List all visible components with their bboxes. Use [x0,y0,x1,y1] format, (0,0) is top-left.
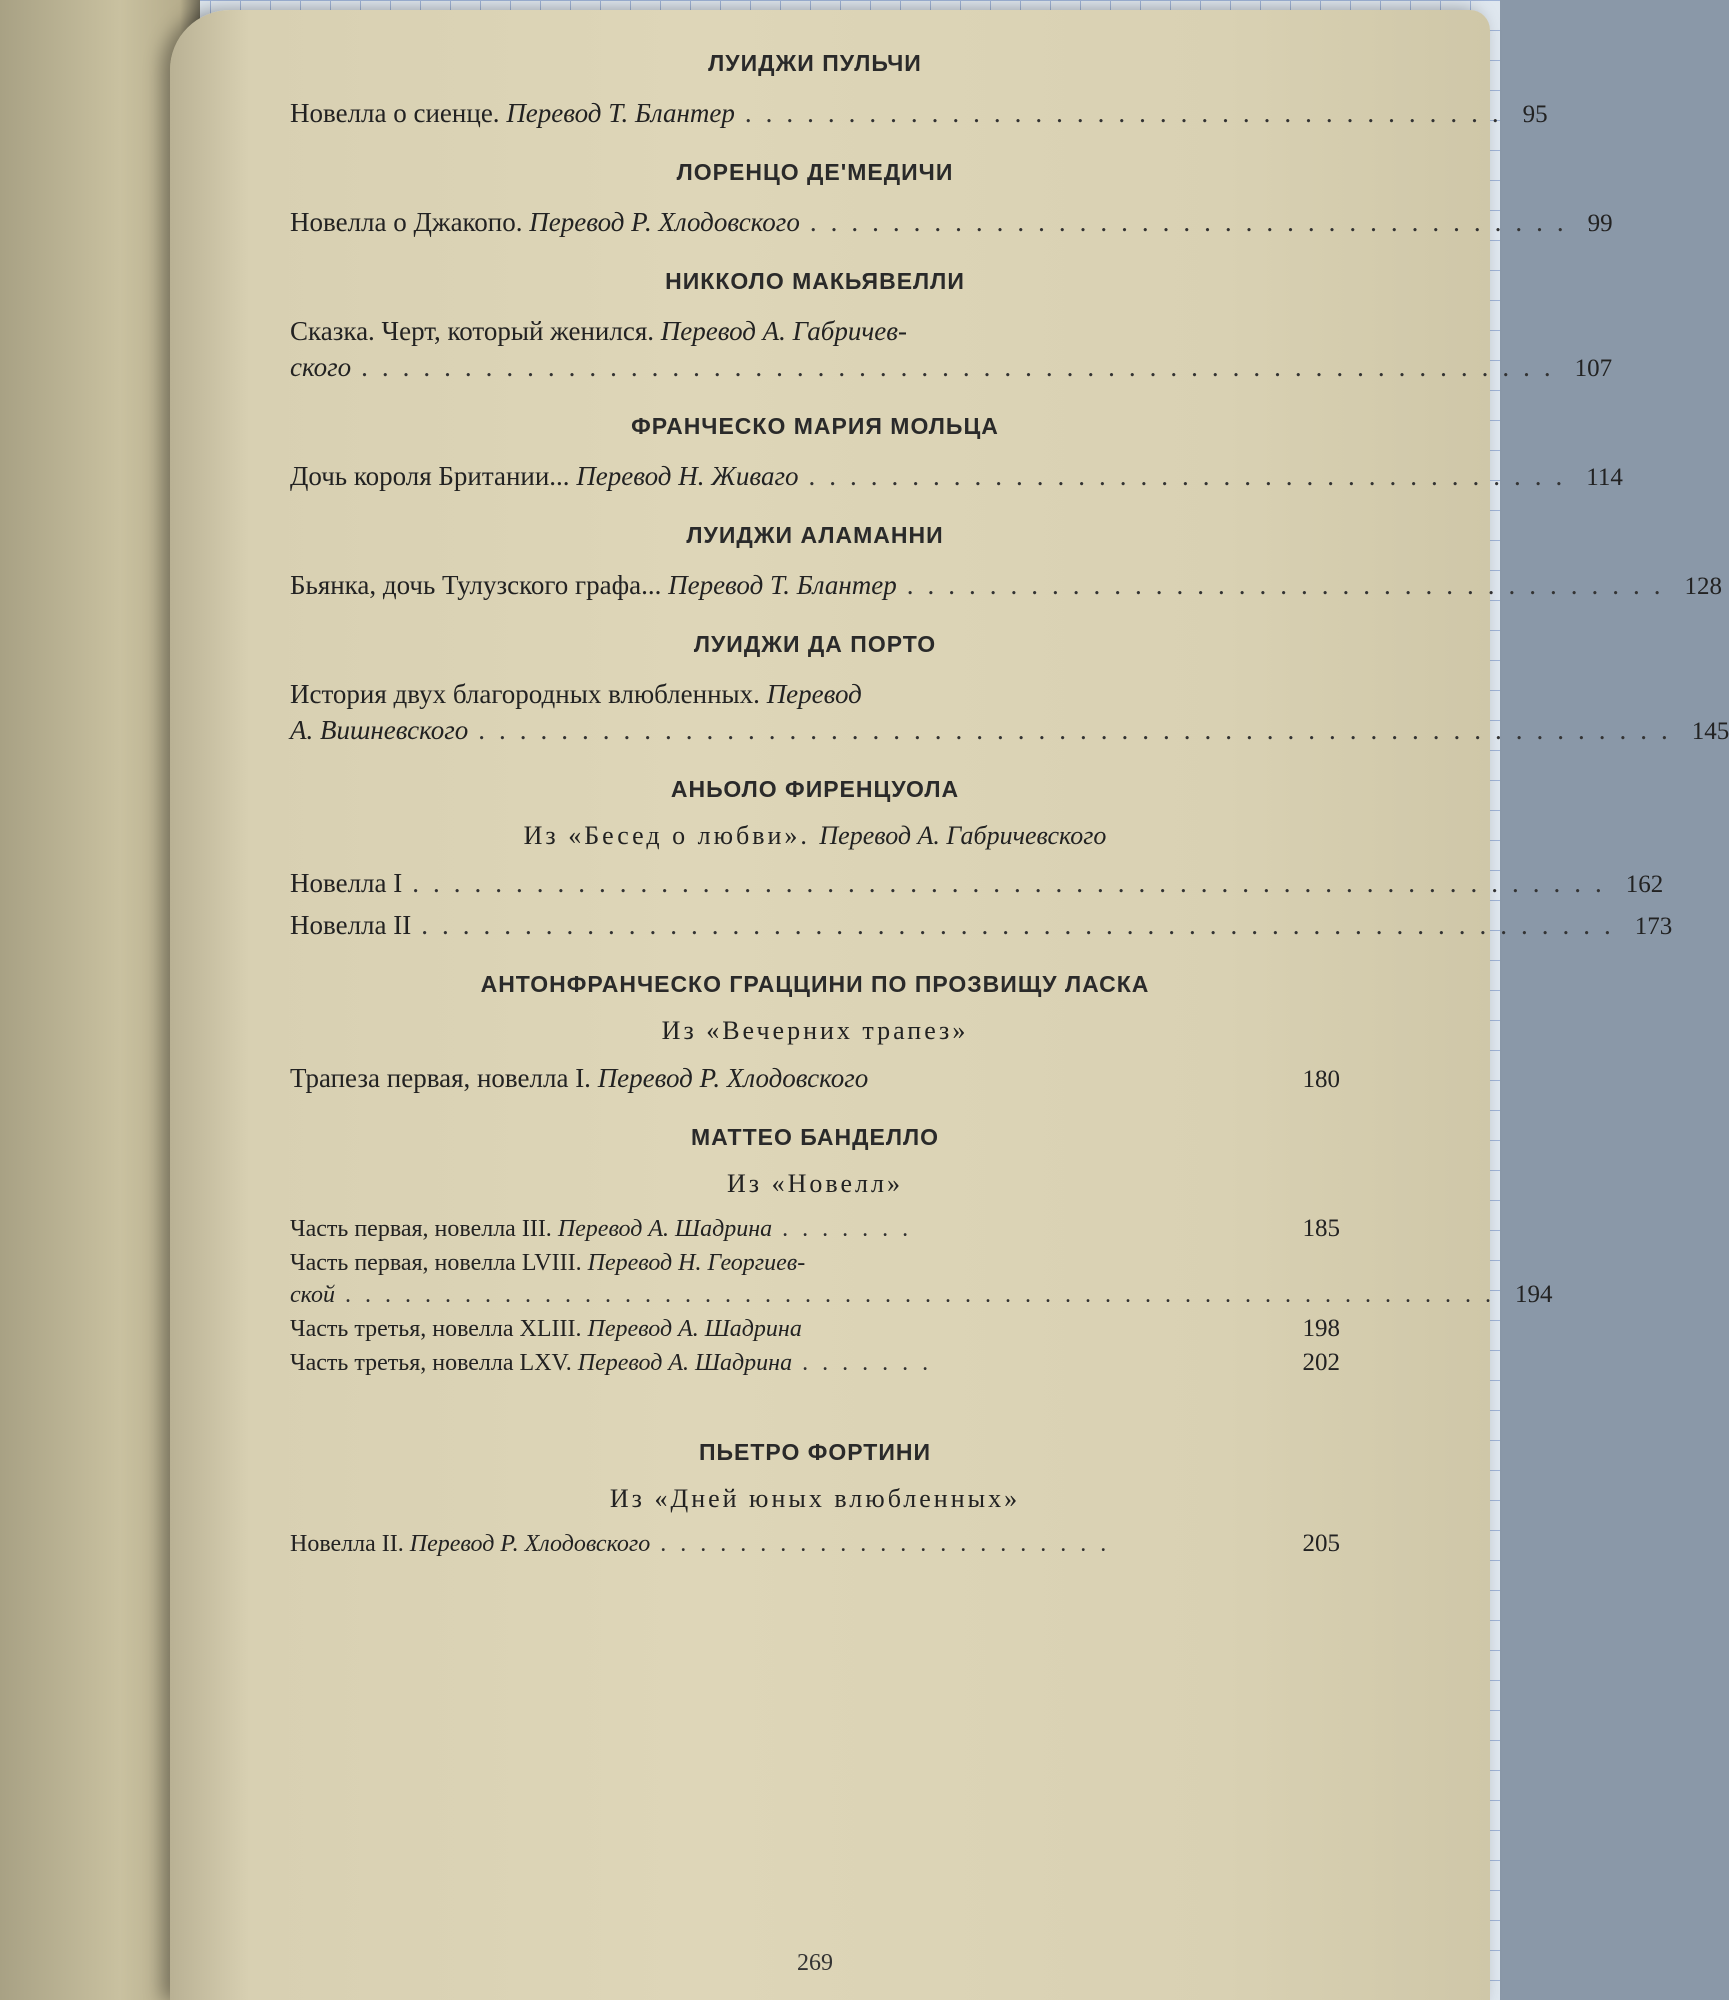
entry-page-number: 194 [1514,1281,1553,1308]
entry-page-number: 173 [1634,913,1673,940]
leader-dots: .......................................................... [412,868,1616,898]
subtitle-translator: Перевод А. Габричевского [819,821,1107,850]
toc-entry [290,907,1673,945]
leader-dots: .......................................................... [421,910,1625,940]
toc-entry [290,95,1548,133]
entry-translator-continued: ского [290,352,352,382]
author-heading: МАТТЕО БАНДЕЛЛО [690,1124,940,1150]
entry-title: Бьянка, дочь Тулузского графа... [290,570,662,600]
entry-page-number: 145 [1691,718,1729,745]
author-heading: АНЬОЛО ФИРЕНЦУОЛА [670,776,960,802]
collection-subtitle: Из «Дней юных влюбленных» [609,1484,1021,1513]
author-heading: ПЬЕТРО ФОРТИНИ [698,1439,932,1465]
leader-dots: .......................................................... [361,352,1565,382]
entry-translator: Перевод Р. Хлодовского [597,1063,869,1093]
entry-translator-continued: А. Вишневского [290,715,469,745]
toc-entry [290,458,1623,496]
entry-translator: Перевод А. Габричев- [660,316,907,346]
toc-section [290,776,1673,945]
author-heading: АНТОНФРАНЧЕСКО ГРАЦЦИНИ ПО ПРОЗВИЩУ ЛАСКА [480,971,1150,997]
toc-entry [290,1213,1340,1245]
collection-subtitle: Из «Бесед о любви». Перевод А. Габричевского [523,821,1107,850]
toc-entry [290,567,1722,605]
toc-section [290,50,1548,133]
entry-title: Часть третья, новелла LXV. [290,1350,572,1376]
author-heading: ЛОРЕНЦО ДЕ'МЕДИЧИ [676,159,954,185]
toc-section [290,522,1722,605]
entry-translator: Перевод Н. Живаго [576,461,799,491]
entry-translator-continued: ской [290,1282,335,1308]
entry-translator: Перевод Н. Георгиев- [587,1250,806,1276]
entry-translator: Перевод [766,679,862,709]
toc-section [290,631,1729,750]
book-page [170,10,1729,2000]
toc-section [290,971,1340,1098]
toc-section [290,268,1613,387]
entry-translator: Перевод Р. Хлодовского [529,207,800,237]
leader-dots: ..................................... [808,461,1577,491]
entry-translator: Перевод Р. Хлодовского [409,1531,651,1557]
author-heading: ЛУИДЖИ ДА ПОРТО [693,631,937,657]
toc-section [290,1124,1553,1379]
entry-page-number: 162 [1625,871,1664,898]
toc-entry [290,1060,1340,1098]
leader-dots: ..................................... [809,207,1578,237]
author-heading: ЛУИДЖИ ПУЛЬЧИ [708,50,922,76]
entry-page-number: 202 [1302,1349,1340,1376]
toc-entry [290,676,1729,750]
entry-title: Дочь короля Британии... [290,461,570,491]
author-heading: НИККОЛО МАКЬЯВЕЛЛИ [665,268,965,294]
table-of-contents [290,50,1729,1976]
toc-section [290,1439,1340,1560]
collection-subtitle: Из «Вечерних трапез» [661,1016,969,1045]
entry-page-number: 99 [1587,210,1613,237]
entry-page-number: 114 [1586,464,1623,491]
entry-translator: Перевод А. Шадрина [557,1216,773,1242]
entry-title: Трапеза первая, новелла I. [290,1063,591,1093]
toc-entry [290,1247,1553,1311]
toc-section [290,413,1623,496]
entry-translator: Перевод А. Шадрина [587,1316,802,1342]
entry-page-number: 205 [1302,1530,1340,1557]
leader-dots: .......................................................... [344,1282,1505,1308]
toc-entry [290,865,1664,903]
entry-title: Часть первая, новелла III. [290,1216,552,1242]
toc-entry [290,204,1613,242]
entry-title: Новелла II. [290,1531,404,1557]
leader-dots: ..................................... [906,570,1675,600]
entry-translator: Перевод Т. Блантер [506,98,735,128]
toc-entry [290,1528,1340,1560]
entry-page-number: 95 [1522,101,1548,128]
entry-title: Новелла I [290,868,403,898]
entry-title: Часть третья, новелла XLIII. [290,1316,582,1342]
entry-title: Сказка. Черт, который женился. [290,316,654,346]
entry-translator: Перевод А. Шадрина [577,1350,793,1376]
entry-title: История двух благородных влюбленных. [290,679,760,709]
entry-page-number: 128 [1684,573,1722,600]
entry-title: Новелла о сиенце. [290,98,500,128]
page-number: 269 [797,1950,833,1976]
leader-dots: ..................................... [744,98,1513,128]
collection-subtitle: Из «Новелл» [727,1169,903,1198]
leader-dots: ....... [782,1216,923,1242]
toc-entry [290,1313,1340,1345]
entry-page-number: 198 [1302,1315,1340,1342]
leader-dots: ....... [802,1350,943,1376]
toc-section [290,159,1613,242]
author-heading: ФРАНЧЕСКО МАРИЯ МОЛЬЦА [631,413,999,439]
entry-page-number: 180 [1302,1066,1340,1093]
entry-title: Новелла о Джакопо. [290,207,523,237]
entry-page-number: 107 [1574,355,1613,382]
leader-dots: ....................... [660,1531,1121,1557]
author-heading: ЛУИДЖИ АЛАМАННИ [686,522,944,548]
entry-title: Часть первая, новелла LVIII. [290,1250,582,1276]
entry-page-number: 185 [1302,1215,1340,1242]
toc-entry [290,1347,1340,1379]
leader-dots: .......................................................... [478,715,1682,745]
entry-title: Новелла II [290,910,412,940]
toc-entry [290,313,1613,387]
entry-translator: Перевод Т. Блантер [668,570,897,600]
